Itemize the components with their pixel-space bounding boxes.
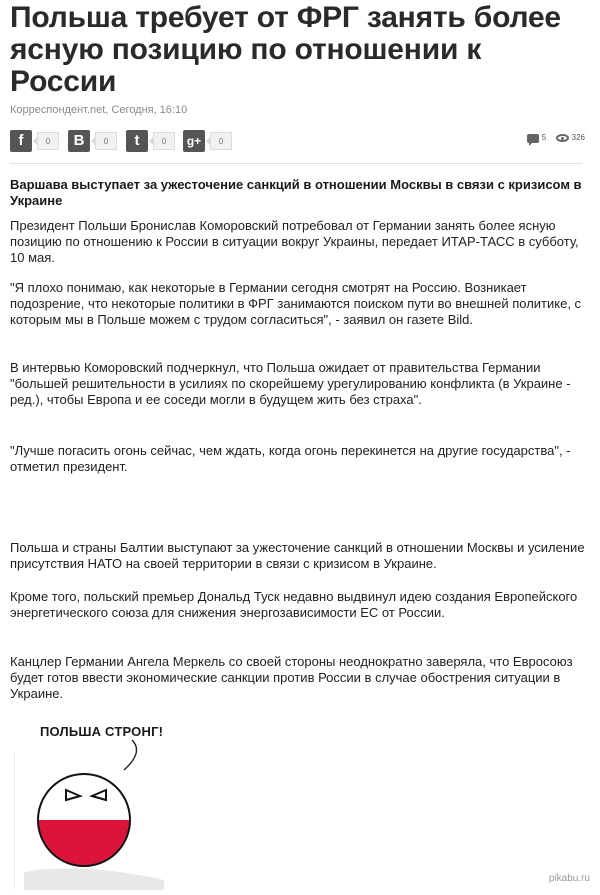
share-bar xyxy=(10,130,585,156)
google-plus-icon[interactable]: g+ xyxy=(183,130,205,152)
comments-stat[interactable] xyxy=(527,133,546,142)
article-paragraph: В интервью Коморовский подчеркнул, что Польша ожидает от правительства Германии "большей решительности в усилиях по скорейшему урегулированию конфликта (в Украине - ред.), чтобы Европа и ее соседи могли в будущем жить без страха". xyxy=(10,360,571,407)
article-title: Польша требует от ФРГ занять более ясную позицию по отношении к России xyxy=(10,1,561,98)
share-count: 0 xyxy=(210,132,232,150)
flag-white xyxy=(34,770,144,822)
vk-icon[interactable]: В xyxy=(68,130,90,152)
facebook-icon[interactable]: f xyxy=(10,130,32,152)
watermark: pikabu.ru xyxy=(548,873,590,884)
comic-speech-text: ПОЛЬША СТРОНГ! xyxy=(40,724,164,739)
ground xyxy=(24,868,164,890)
speech-tail xyxy=(124,740,137,770)
views-count: 326 xyxy=(571,133,585,143)
comments-count: 5 xyxy=(541,133,547,143)
share-count: 0 xyxy=(37,132,59,150)
article-lead: Варшава выступает за ужесточение санкций в отношении Москвы в связи с кризисом в Украине xyxy=(10,177,582,208)
article-paragraph: Президент Польши Бронислав Коморовский потребовал от Германии занять более ясную позицию по отношению к России в ситуации вокруг Украины, передает ИТАР-ТАСС в субботу, 10 мая. xyxy=(10,218,579,265)
article-paragraph: Польша и страны Балтии выступают за ужесточение санкций в отношении Москвы и усиление присутствия НАТО на своей территории в связи с кризисом в Украине. xyxy=(10,540,585,571)
article-source: Корреспондент.net, Сегодня, 16:10 xyxy=(10,104,188,116)
twitter-icon[interactable]: t xyxy=(126,130,148,152)
share-count: 0 xyxy=(153,132,175,150)
article-paragraph: "Лучше погасить огонь сейчас, чем ждать, когда огонь перекинется на другие государства", - отметил президент. xyxy=(10,443,571,474)
share-count: 0 xyxy=(95,132,117,150)
divider xyxy=(10,163,582,164)
polandball-comic xyxy=(14,712,224,890)
views-stat xyxy=(556,133,585,142)
article-paragraph: Канцлер Германии Ангела Меркель со своей стороны неоднократно заверяла, что Евросоюз будет готов ввести экономические санкции против России в случае обострения ситуации в Украине. xyxy=(10,654,573,701)
article-paragraph: "Я плохо понимаю, как некоторые в Германии сегодня смотрят на Россию. Возникает подозрение, что некоторые политики в ФРГ занимаются поиском пути во внешней политике, с которым мы в Польше можем с трудом согласиться", - заявил он газете Bild. xyxy=(10,280,582,327)
comment-icon xyxy=(527,134,539,143)
article-paragraph: Кроме того, польский премьер Дональд Туск недавно выдвинул идею создания Европейского энергетического союза для снижения энергозависимости ЕС от России. xyxy=(10,589,578,620)
eye-icon xyxy=(556,134,569,142)
article-stats xyxy=(519,133,585,147)
